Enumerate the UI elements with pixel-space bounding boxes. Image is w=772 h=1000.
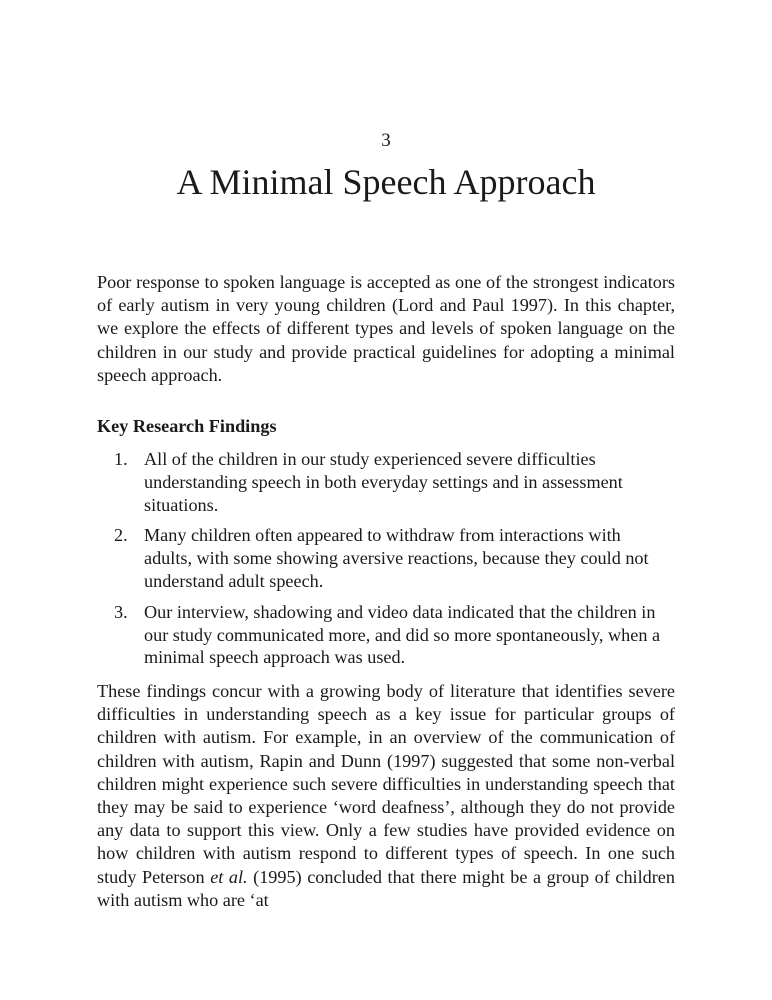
continuation-text-start: These findings concur with a growing body of literature that identifies severe difficulties in understanding speech as a key issue for particular groups of children with autism. For example, in an overview of the communication of children with autism, Rapin and Dunn (1997) suggested that some non-verbal children might experience such severe difficulties in understanding speech that they may be said to experience ‘word deafness’, although they do not provide any data to support this view. Only a few studies have provided evidence on how children with autism respond to different types of speech. In one such study Peterson [97,681,675,887]
key-finding-number: 1. [114,449,128,469]
continuation-text-end: (1995) concluded that there might be a group of children with autism who are ‘at [97,866,675,910]
intro-paragraph: Poor response to spoken language is accepted as one of the strongest indicators of early autism in very young children (Lord and Paul 1997). In this chapter, we explore the effects of different types and levels of spoken language on the children in our study and provide practical guidelines for adopting a minimal speech approach. [97,272,675,385]
key-finding-text: All of the children in our study experienced severe difficulties understanding speech in both everyday settings and in assessment situations. [144,449,623,515]
key-finding-number: 2. [114,525,128,546]
key-finding-item [97,524,675,592]
chapter-title: A Minimal Speech Approach [176,162,596,202]
key-finding-item [97,448,675,516]
key-findings-heading: Key Research Findings [97,416,277,436]
key-finding-item [97,601,675,669]
key-finding-text: Our interview, shadowing and video data indicated that the children in our study communicated more, and did so more spontaneously, when a minimal speech approach was used. [144,601,661,668]
chapter-number: 3 [381,130,391,151]
continuation-paragraph [97,680,675,912]
key-finding-number: 3. [114,601,128,622]
key-finding-text: Many children often appeared to withdraw from interactions with adults, with some showing aversive reactions, because they could not understand adult speech. [144,525,649,591]
key-findings-list [97,448,675,677]
citation-et-al: et al. [210,866,248,887]
